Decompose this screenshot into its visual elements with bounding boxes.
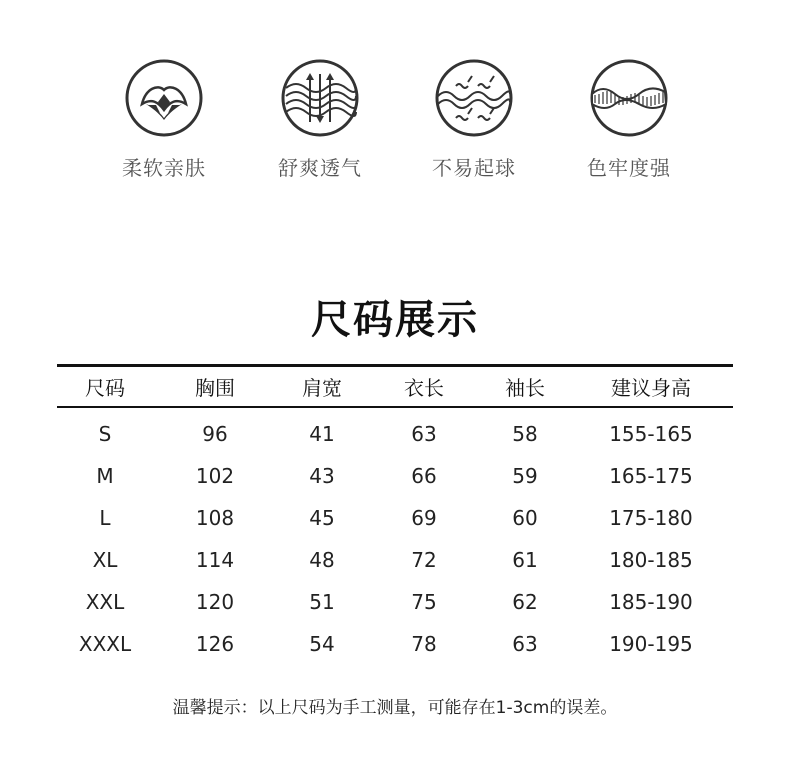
table-row (57, 623, 733, 665)
feature-soft (104, 58, 224, 181)
cell-height: 155-165 (609, 422, 693, 446)
feature-label: 不易起球 (432, 156, 516, 180)
table-body (57, 408, 733, 665)
cell-sleeve: 63 (512, 632, 538, 656)
cell-length: 78 (411, 632, 437, 656)
cell-shoulder: 54 (309, 632, 335, 656)
cell-chest: 108 (195, 506, 235, 530)
table-row (57, 497, 733, 539)
header-size: 尺码 (85, 376, 125, 400)
color-fastness-icon (589, 58, 669, 138)
header-length: 衣长 (404, 376, 444, 400)
feature-color-fastness (569, 58, 689, 181)
header-shoulder: 肩宽 (302, 376, 342, 400)
feature-label: 舒爽透气 (278, 156, 362, 180)
cell-length: 66 (411, 464, 437, 488)
cotton-flower-icon (124, 58, 204, 138)
feature-label: 色牢度强 (587, 156, 671, 180)
cell-size: XXL (85, 590, 125, 614)
cell-sleeve: 60 (512, 506, 538, 530)
cell-sleeve: 61 (512, 548, 538, 572)
cell-size: L (99, 506, 111, 530)
table-row (57, 581, 733, 623)
table-header-row (57, 367, 733, 406)
measurement-note: 温馨提示：以上尺码为手工测量，可能存在1-3cm的误差。 (172, 698, 618, 718)
anti-pilling-icon (434, 58, 514, 138)
cell-height: 180-185 (609, 548, 693, 572)
size-chart-title: 尺码展示 (311, 297, 479, 343)
cell-shoulder: 48 (309, 548, 335, 572)
header-height: 建议身高 (611, 376, 691, 400)
cell-length: 75 (411, 590, 437, 614)
cell-length: 63 (411, 422, 437, 446)
cell-size: XXXL (78, 632, 132, 656)
cell-chest: 126 (195, 632, 235, 656)
cell-shoulder: 51 (309, 590, 335, 614)
table-row (57, 413, 733, 455)
header-chest: 胸围 (195, 376, 235, 400)
cell-size: M (96, 464, 114, 488)
cell-sleeve: 58 (512, 422, 538, 446)
table-row (57, 539, 733, 581)
cell-chest: 120 (195, 590, 235, 614)
table-row (57, 455, 733, 497)
size-table (57, 364, 733, 665)
feature-label: 柔软亲肤 (122, 156, 206, 180)
cell-length: 69 (411, 506, 437, 530)
cell-size: XL (92, 548, 118, 572)
cell-length: 72 (411, 548, 437, 572)
feature-breathable (260, 58, 380, 181)
cell-height: 165-175 (609, 464, 693, 488)
cell-sleeve: 62 (512, 590, 538, 614)
cell-chest: 96 (202, 422, 228, 446)
cell-chest: 102 (195, 464, 235, 488)
cell-shoulder: 43 (309, 464, 335, 488)
cell-chest: 114 (195, 548, 235, 572)
cell-size: S (98, 422, 112, 446)
feature-anti-pilling (414, 58, 534, 181)
cell-shoulder: 45 (309, 506, 335, 530)
cell-height: 185-190 (609, 590, 693, 614)
cell-sleeve: 59 (512, 464, 538, 488)
cell-shoulder: 41 (309, 422, 335, 446)
breathable-fabric-icon (280, 58, 360, 138)
feature-strip (0, 0, 790, 200)
cell-height: 190-195 (609, 632, 693, 656)
header-sleeve: 袖长 (505, 376, 545, 400)
cell-height: 175-180 (609, 506, 693, 530)
